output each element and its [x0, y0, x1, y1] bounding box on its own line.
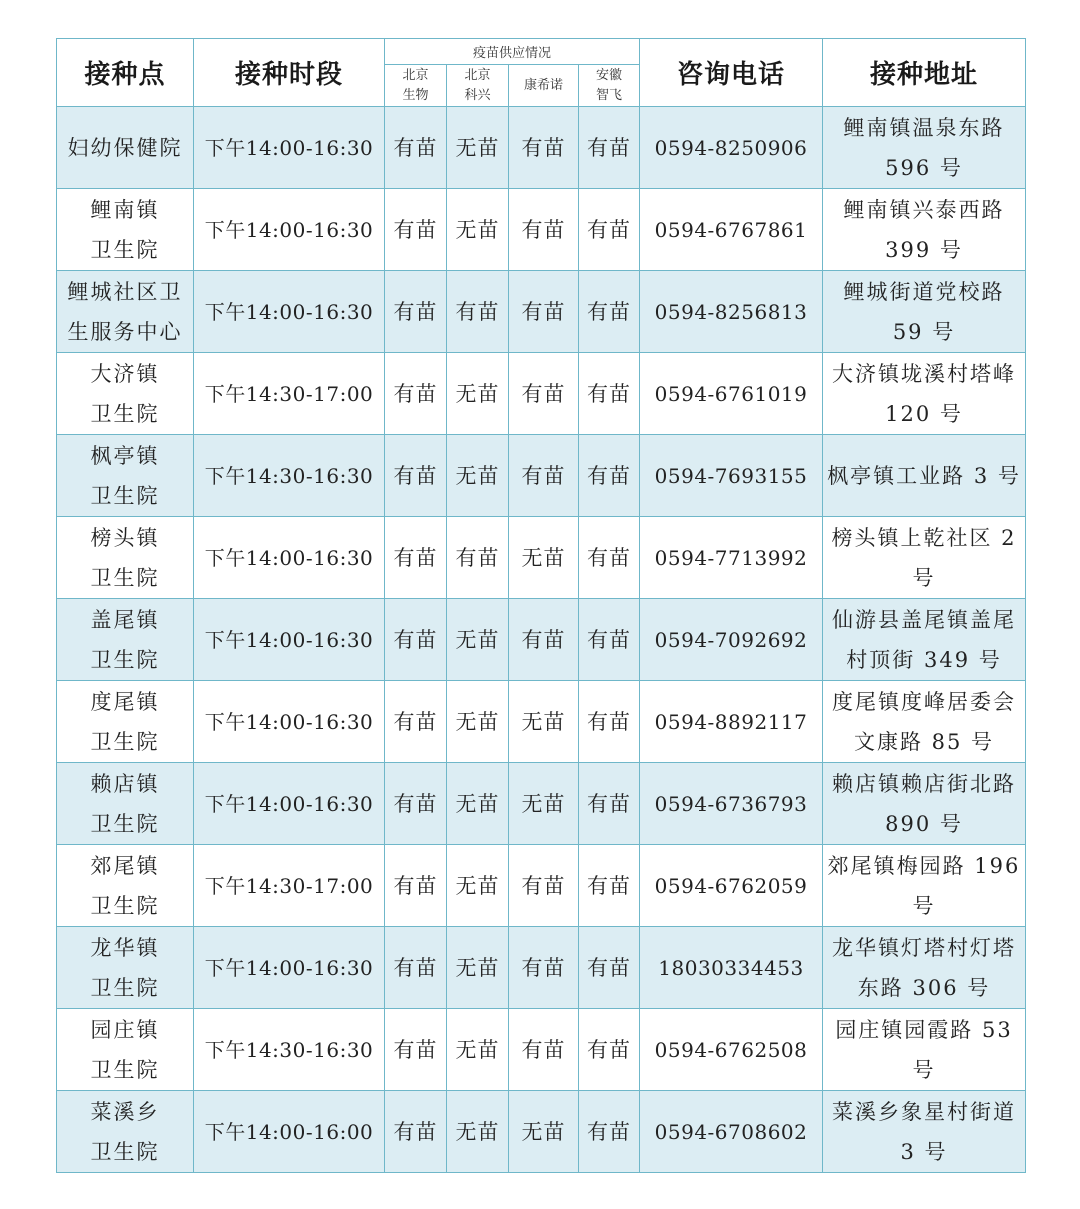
site-name-cell [57, 1009, 194, 1091]
cell-line: 龙华镇灯塔村灯塔 [832, 935, 1017, 960]
address-cell [823, 927, 1026, 1009]
address-cell [823, 845, 1026, 927]
cell-line: 399 号 [885, 237, 963, 262]
time-slot-cell: 下午14:00-16:30 [194, 517, 385, 599]
header-brand-anhui-zhifei [579, 65, 640, 107]
phone-cell: 0594-8256813 [640, 271, 823, 353]
cell-line: 号 [912, 893, 936, 918]
brand-line: 康希诺 [523, 77, 563, 93]
time-slot-cell: 下午14:00-16:30 [194, 271, 385, 353]
stock-beijing-biological-cell: 有苗 [385, 189, 447, 271]
cell-line: 120 号 [885, 401, 963, 426]
cell-line: 大济镇垅溪村塔峰 [832, 361, 1017, 386]
phone-cell: 0594-7693155 [640, 435, 823, 517]
stock-anhui-zhifei-cell: 有苗 [579, 107, 640, 189]
brand-line: 北京 [402, 67, 429, 83]
cell-line: 号 [912, 565, 936, 590]
cell-line: 生服务中心 [67, 319, 183, 344]
cell-line: 3 号 [900, 1139, 948, 1164]
cell-line: 卫生院 [90, 1057, 160, 1082]
brand-line: 安徽 [596, 67, 623, 83]
phone-cell: 0594-6762059 [640, 845, 823, 927]
cell-line: 园庄镇 [90, 1017, 160, 1042]
stock-beijing-biological-cell: 有苗 [385, 845, 447, 927]
header-address: 接种地址 [823, 39, 1026, 107]
cell-line: 东路 306 号 [857, 975, 991, 1000]
table-row [57, 845, 1026, 927]
stock-beijing-sinovac-cell: 无苗 [447, 189, 509, 271]
stock-beijing-sinovac-cell: 无苗 [447, 1091, 509, 1173]
stock-cansino-cell: 有苗 [509, 189, 579, 271]
stock-beijing-biological-cell: 有苗 [385, 435, 447, 517]
time-slot-cell: 下午14:00-16:30 [194, 763, 385, 845]
cell-line: 园庄镇园霞路 53 [835, 1017, 1013, 1042]
cell-line: 榜头镇 [90, 525, 160, 550]
schedule-rows [57, 107, 1026, 1173]
site-name-cell [57, 681, 194, 763]
table-row [57, 1009, 1026, 1091]
stock-cansino-cell: 有苗 [509, 845, 579, 927]
stock-anhui-zhifei-cell: 有苗 [579, 845, 640, 927]
cell-line: 鲤城社区卫 [67, 279, 183, 304]
stock-anhui-zhifei-cell: 有苗 [579, 517, 640, 599]
phone-cell: 0594-7713992 [640, 517, 823, 599]
table-row [57, 435, 1026, 517]
address-cell [823, 763, 1026, 845]
cell-line: 郊尾镇 [90, 853, 160, 878]
address-cell [823, 681, 1026, 763]
brand-line: 生物 [402, 87, 429, 103]
header-site: 接种点 [57, 39, 194, 107]
stock-anhui-zhifei-cell: 有苗 [579, 763, 640, 845]
cell-line: 卫生院 [90, 893, 160, 918]
cell-line: 卫生院 [90, 811, 160, 836]
table-row [57, 271, 1026, 353]
phone-cell: 18030334453 [640, 927, 823, 1009]
table-row [57, 599, 1026, 681]
cell-line: 仙游县盖尾镇盖尾 [832, 607, 1017, 632]
brand-line: 北京 [464, 67, 491, 83]
table-row [57, 353, 1026, 435]
table-row [57, 763, 1026, 845]
stock-beijing-sinovac-cell: 无苗 [447, 845, 509, 927]
stock-beijing-sinovac-cell: 无苗 [447, 1009, 509, 1091]
stock-beijing-biological-cell: 有苗 [385, 1009, 447, 1091]
cell-line: 鲤城街道党校路 [843, 279, 1005, 304]
time-slot-cell: 下午14:30-17:00 [194, 353, 385, 435]
address-cell [823, 1091, 1026, 1173]
address-cell [823, 189, 1026, 271]
stock-anhui-zhifei-cell: 有苗 [579, 435, 640, 517]
cell-line: 赖店镇 [90, 771, 160, 796]
time-slot-cell: 下午14:00-16:00 [194, 1091, 385, 1173]
stock-beijing-biological-cell: 有苗 [385, 517, 447, 599]
site-name-cell [57, 353, 194, 435]
table-row [57, 1091, 1026, 1173]
stock-beijing-sinovac-cell: 无苗 [447, 681, 509, 763]
stock-beijing-sinovac-cell: 无苗 [447, 435, 509, 517]
stock-anhui-zhifei-cell: 有苗 [579, 1091, 640, 1173]
cell-line: 890 号 [885, 811, 963, 836]
time-slot-cell: 下午14:30-16:30 [194, 435, 385, 517]
address-cell [823, 517, 1026, 599]
stock-beijing-sinovac-cell: 无苗 [447, 927, 509, 1009]
header-time: 接种时段 [194, 39, 385, 107]
cell-line: 文康路 85 号 [853, 729, 995, 754]
cell-line: 号 [912, 1057, 936, 1082]
table-row [57, 927, 1026, 1009]
site-name-cell [57, 189, 194, 271]
cell-line: 榜头镇上乾社区 2 [831, 525, 1017, 550]
stock-beijing-biological-cell: 有苗 [385, 1091, 447, 1173]
cell-line: 卫生院 [90, 237, 160, 262]
cell-line: 菜溪乡 [90, 1099, 160, 1124]
cell-line: 卫生院 [90, 975, 160, 1000]
phone-cell: 0594-8892117 [640, 681, 823, 763]
header-brand-beijing-biological [385, 65, 447, 107]
table-row [57, 107, 1026, 189]
phone-cell: 0594-6762508 [640, 1009, 823, 1091]
phone-cell: 0594-7092692 [640, 599, 823, 681]
stock-anhui-zhifei-cell: 有苗 [579, 189, 640, 271]
cell-line: 村顶街 349 号 [846, 647, 1002, 672]
stock-cansino-cell: 有苗 [509, 927, 579, 1009]
address-cell [823, 107, 1026, 189]
stock-anhui-zhifei-cell: 有苗 [579, 927, 640, 1009]
table-row [57, 681, 1026, 763]
cell-line: 妇幼保健院 [67, 135, 183, 160]
stock-anhui-zhifei-cell: 有苗 [579, 353, 640, 435]
stock-beijing-sinovac-cell: 有苗 [447, 271, 509, 353]
cell-line: 盖尾镇 [90, 607, 160, 632]
vaccination-schedule-table [56, 38, 1026, 1173]
table-row [57, 517, 1026, 599]
stock-anhui-zhifei-cell: 有苗 [579, 1009, 640, 1091]
cell-line: 郊尾镇梅园路 196 [827, 853, 1021, 878]
table-row [57, 189, 1026, 271]
cell-line: 卫生院 [90, 401, 160, 426]
stock-beijing-biological-cell: 有苗 [385, 763, 447, 845]
site-name-cell [57, 107, 194, 189]
brand-line: 科兴 [464, 87, 491, 103]
stock-cansino-cell: 有苗 [509, 435, 579, 517]
address-cell [823, 599, 1026, 681]
site-name-cell [57, 927, 194, 1009]
stock-beijing-sinovac-cell: 无苗 [447, 107, 509, 189]
time-slot-cell: 下午14:30-16:30 [194, 1009, 385, 1091]
address-cell [823, 271, 1026, 353]
cell-line: 596 号 [885, 155, 963, 180]
stock-cansino-cell: 无苗 [509, 681, 579, 763]
cell-line: 卫生院 [90, 729, 160, 754]
phone-cell: 0594-6736793 [640, 763, 823, 845]
cell-line: 枫亭镇工业路 3 号 [827, 463, 1021, 488]
stock-anhui-zhifei-cell: 有苗 [579, 599, 640, 681]
site-name-cell [57, 1091, 194, 1173]
time-slot-cell: 下午14:00-16:30 [194, 599, 385, 681]
stock-beijing-sinovac-cell: 无苗 [447, 763, 509, 845]
address-cell [823, 353, 1026, 435]
time-slot-cell: 下午14:00-16:30 [194, 681, 385, 763]
address-cell [823, 1009, 1026, 1091]
header-brand-beijing-sinovac [447, 65, 509, 107]
cell-line: 枫亭镇 [90, 443, 160, 468]
address-cell [823, 435, 1026, 517]
stock-cansino-cell: 有苗 [509, 1009, 579, 1091]
stock-beijing-biological-cell: 有苗 [385, 681, 447, 763]
phone-cell: 0594-6767861 [640, 189, 823, 271]
site-name-cell [57, 763, 194, 845]
site-name-cell [57, 845, 194, 927]
cell-line: 鲤南镇温泉东路 [843, 115, 1005, 140]
phone-cell: 0594-6761019 [640, 353, 823, 435]
stock-cansino-cell: 无苗 [509, 517, 579, 599]
stock-beijing-biological-cell: 有苗 [385, 271, 447, 353]
stock-beijing-sinovac-cell: 无苗 [447, 353, 509, 435]
cell-line: 鲤南镇 [90, 197, 160, 222]
stock-cansino-cell: 无苗 [509, 1091, 579, 1173]
header-phone: 咨询电话 [640, 39, 823, 107]
time-slot-cell: 下午14:00-16:30 [194, 927, 385, 1009]
stock-cansino-cell: 有苗 [509, 107, 579, 189]
header-vaccine-supply: 疫苗供应情况 [385, 39, 640, 65]
stock-cansino-cell: 有苗 [509, 271, 579, 353]
cell-line: 菜溪乡象星村街道 [832, 1099, 1017, 1124]
time-slot-cell: 下午14:00-16:30 [194, 189, 385, 271]
stock-beijing-sinovac-cell: 有苗 [447, 517, 509, 599]
stock-beijing-biological-cell: 有苗 [385, 599, 447, 681]
stock-anhui-zhifei-cell: 有苗 [579, 681, 640, 763]
brand-line: 智飞 [596, 87, 623, 103]
cell-line: 卫生院 [90, 565, 160, 590]
cell-line: 龙华镇 [90, 935, 160, 960]
stock-beijing-biological-cell: 有苗 [385, 107, 447, 189]
phone-cell: 0594-6708602 [640, 1091, 823, 1173]
stock-beijing-biological-cell: 有苗 [385, 927, 447, 1009]
time-slot-cell: 下午14:00-16:30 [194, 107, 385, 189]
cell-line: 卫生院 [90, 647, 160, 672]
site-name-cell [57, 435, 194, 517]
site-name-cell [57, 599, 194, 681]
stock-beijing-sinovac-cell: 无苗 [447, 599, 509, 681]
stock-cansino-cell: 无苗 [509, 763, 579, 845]
cell-line: 卫生院 [90, 483, 160, 508]
cell-line: 卫生院 [90, 1139, 160, 1164]
cell-line: 度尾镇 [90, 689, 160, 714]
site-name-cell [57, 271, 194, 353]
cell-line: 鲤南镇兴泰西路 [843, 197, 1005, 222]
cell-line: 度尾镇度峰居委会 [832, 689, 1017, 714]
cell-line: 赖店镇赖店街北路 [832, 771, 1017, 796]
stock-anhui-zhifei-cell: 有苗 [579, 271, 640, 353]
time-slot-cell: 下午14:30-17:00 [194, 845, 385, 927]
site-name-cell [57, 517, 194, 599]
phone-cell: 0594-8250906 [640, 107, 823, 189]
stock-cansino-cell: 有苗 [509, 353, 579, 435]
cell-line: 59 号 [892, 319, 956, 344]
cell-line: 大济镇 [90, 361, 160, 386]
stock-cansino-cell: 有苗 [509, 599, 579, 681]
stock-beijing-biological-cell: 有苗 [385, 353, 447, 435]
header-brand-cansino [509, 65, 579, 107]
